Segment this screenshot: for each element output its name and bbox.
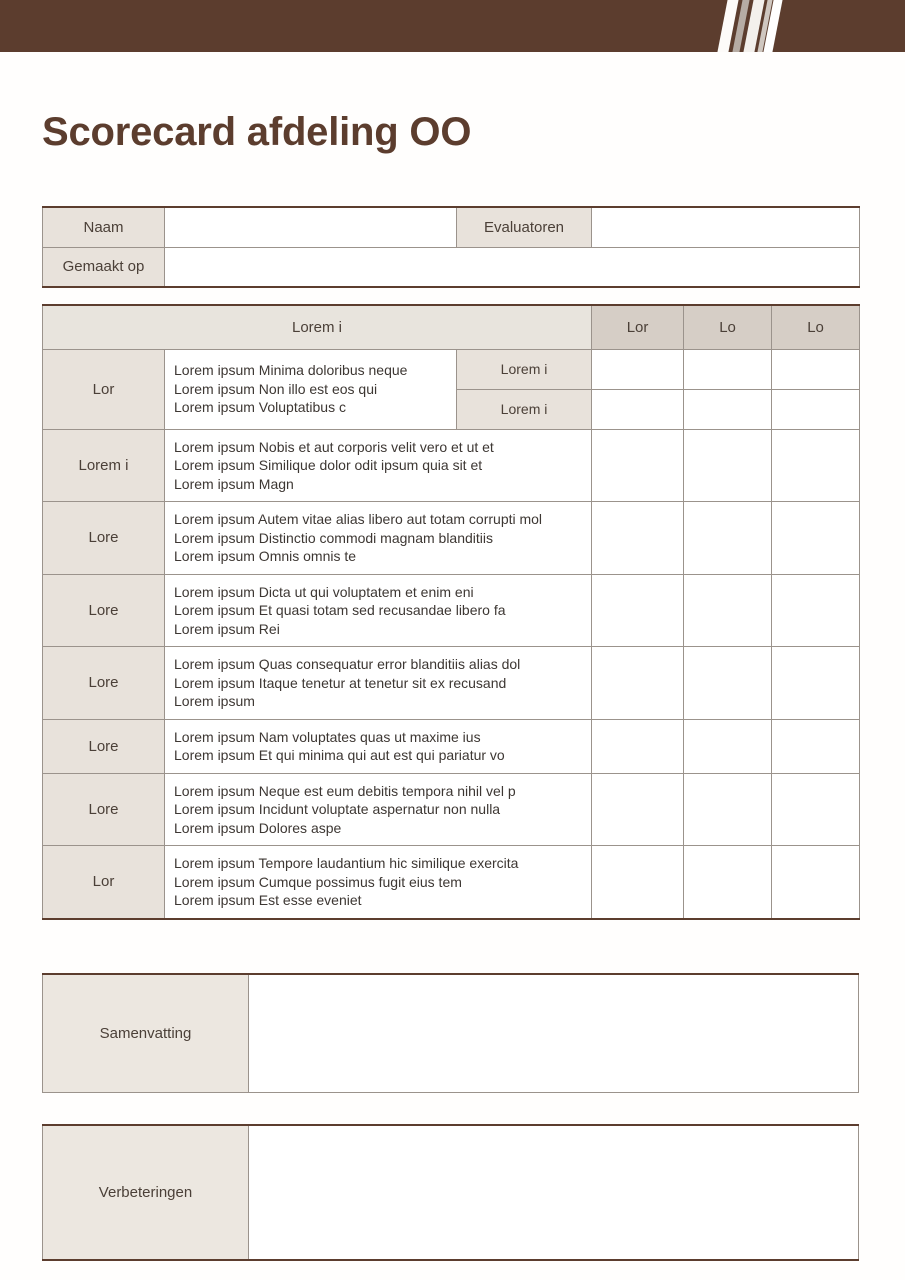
row-criteria-7	[165, 846, 592, 919]
summary-block	[42, 973, 859, 1093]
table-row	[43, 719, 860, 773]
score-cell[interactable]	[684, 429, 772, 502]
criteria-line: Lorem ipsum Omnis omnis te	[174, 548, 357, 564]
score-cell[interactable]	[772, 502, 860, 575]
criteria-line: Lorem ipsum Cumque possimus fugit eius tem	[174, 873, 462, 890]
table-row	[43, 349, 860, 389]
naam-label: Naam	[43, 207, 165, 247]
row-label-5: Lore	[43, 719, 165, 773]
row-label-0: Lor	[43, 349, 165, 429]
score-cell[interactable]	[772, 429, 860, 502]
criteria-line: Lorem ipsum Rei	[174, 620, 280, 637]
table-row	[43, 974, 859, 1092]
score-cell[interactable]	[684, 349, 772, 389]
row-label-3: Lore	[43, 574, 165, 647]
criteria-line: Lorem ipsum Dicta ut qui voluptatem et enim eni	[174, 583, 474, 600]
table-row	[43, 429, 860, 502]
score-cell[interactable]	[772, 647, 860, 720]
improvements-block	[42, 1124, 859, 1261]
table-row	[43, 1125, 859, 1260]
score-cell[interactable]	[684, 389, 772, 429]
table-row	[43, 502, 860, 575]
verbeteringen-label: Verbeteringen	[43, 1125, 249, 1260]
score-cell[interactable]	[592, 349, 684, 389]
criteria-line: Lorem ipsum Est esse eveniet	[174, 892, 362, 908]
row-criteria-1	[165, 429, 592, 502]
page-body	[0, 52, 905, 1280]
row-criteria-6	[165, 773, 592, 846]
page-title: Scorecard afdeling OO	[42, 110, 472, 154]
row-label-4: Lore	[43, 647, 165, 720]
criteria-line: Lorem ipsum Minima doloribus neque	[174, 362, 408, 379]
criteria-line: Lorem ipsum Tempore laudantium hic similique exercita	[174, 855, 519, 871]
score-cell[interactable]	[772, 574, 860, 647]
score-cell[interactable]	[592, 389, 684, 429]
row-criteria-5	[165, 719, 592, 773]
criteria-column-header: Lorem i	[43, 305, 592, 349]
row-label-6: Lore	[43, 773, 165, 846]
info-table	[42, 206, 860, 288]
criteria-line: Lorem ipsum Neque est eum debitis tempora nihil vel p	[174, 782, 516, 799]
scorecard-table	[42, 304, 860, 920]
criteria-line: Lorem ipsum Et qui minima qui aut est qui pariatur vo	[174, 747, 505, 763]
criteria-line: Lorem ipsum	[174, 693, 255, 709]
gemaakt-op-label: Gemaakt op	[43, 247, 165, 287]
samenvatting-field[interactable]	[249, 974, 859, 1092]
criteria-line: Lorem ipsum Non illo est eos qui	[174, 380, 378, 397]
gemaakt-op-field[interactable]	[165, 247, 860, 287]
score-cell[interactable]	[592, 574, 684, 647]
score-cell[interactable]	[684, 773, 772, 846]
row-criteria-4	[165, 647, 592, 720]
criteria-line: Lorem ipsum Et quasi totam sed recusandae libero fa	[174, 602, 506, 618]
row-criteria-0	[165, 349, 457, 429]
score-cell[interactable]	[592, 647, 684, 720]
score-cell[interactable]	[772, 389, 860, 429]
table-row	[43, 647, 860, 720]
criteria-line: Lorem ipsum Itaque tenetur at tenetur sit ex recusand	[174, 674, 507, 691]
score-cell[interactable]	[684, 574, 772, 647]
score-cell[interactable]	[592, 719, 684, 773]
criteria-line: Lorem ipsum Nobis et aut corporis velit vero et ut et	[174, 438, 494, 455]
score-column-header-2: Lo	[772, 305, 860, 349]
score-cell[interactable]	[592, 502, 684, 575]
score-cell[interactable]	[684, 647, 772, 720]
criteria-line: Lorem ipsum Similique dolor odit ipsum quia sit et	[174, 457, 483, 473]
samenvatting-label: Samenvatting	[43, 974, 249, 1092]
criteria-line: Lorem ipsum Dolores aspe	[174, 819, 342, 836]
table-row	[43, 574, 860, 647]
score-cell[interactable]	[684, 846, 772, 919]
score-cell[interactable]	[684, 719, 772, 773]
score-column-header-0: Lor	[592, 305, 684, 349]
score-column-header-1: Lo	[684, 305, 772, 349]
score-cell[interactable]	[592, 846, 684, 919]
evaluatoren-label: Evaluatoren	[457, 207, 592, 247]
naam-field[interactable]	[165, 207, 457, 247]
row-label-1: Lorem i	[43, 429, 165, 502]
score-cell[interactable]	[772, 773, 860, 846]
table-row	[43, 247, 860, 287]
score-cell[interactable]	[592, 429, 684, 502]
criteria-line: Lorem ipsum Autem vitae alias libero aut totam corrupti mol	[174, 511, 543, 527]
row-sublabel-0-0: Lorem i	[457, 349, 592, 389]
table-row	[43, 846, 860, 919]
criteria-line: Lorem ipsum Distinctio commodi magnam blanditiis	[174, 529, 494, 546]
criteria-line: Lorem ipsum Voluptatibus c	[174, 399, 346, 416]
table-row	[43, 773, 860, 846]
row-sublabel-0-1: Lorem i	[457, 389, 592, 429]
row-criteria-3	[165, 574, 592, 647]
score-cell[interactable]	[772, 719, 860, 773]
header-band	[0, 0, 905, 52]
criteria-line: Lorem ipsum Nam voluptates quas ut maxime ius	[174, 728, 481, 745]
criteria-line: Lorem ipsum Magn	[174, 475, 294, 492]
table-row	[43, 207, 860, 247]
evaluatoren-field[interactable]	[592, 207, 860, 247]
table-header-row	[43, 305, 860, 349]
criteria-line: Lorem ipsum Quas consequatur error blanditiis alias dol	[174, 656, 521, 672]
row-label-7: Lor	[43, 846, 165, 919]
score-cell[interactable]	[772, 846, 860, 919]
score-cell[interactable]	[684, 502, 772, 575]
criteria-line: Lorem ipsum Incidunt voluptate aspernatur non nulla	[174, 801, 501, 817]
row-criteria-2	[165, 502, 592, 575]
verbeteringen-field[interactable]	[249, 1125, 859, 1260]
score-cell[interactable]	[592, 773, 684, 846]
score-cell[interactable]	[772, 349, 860, 389]
row-label-2: Lore	[43, 502, 165, 575]
